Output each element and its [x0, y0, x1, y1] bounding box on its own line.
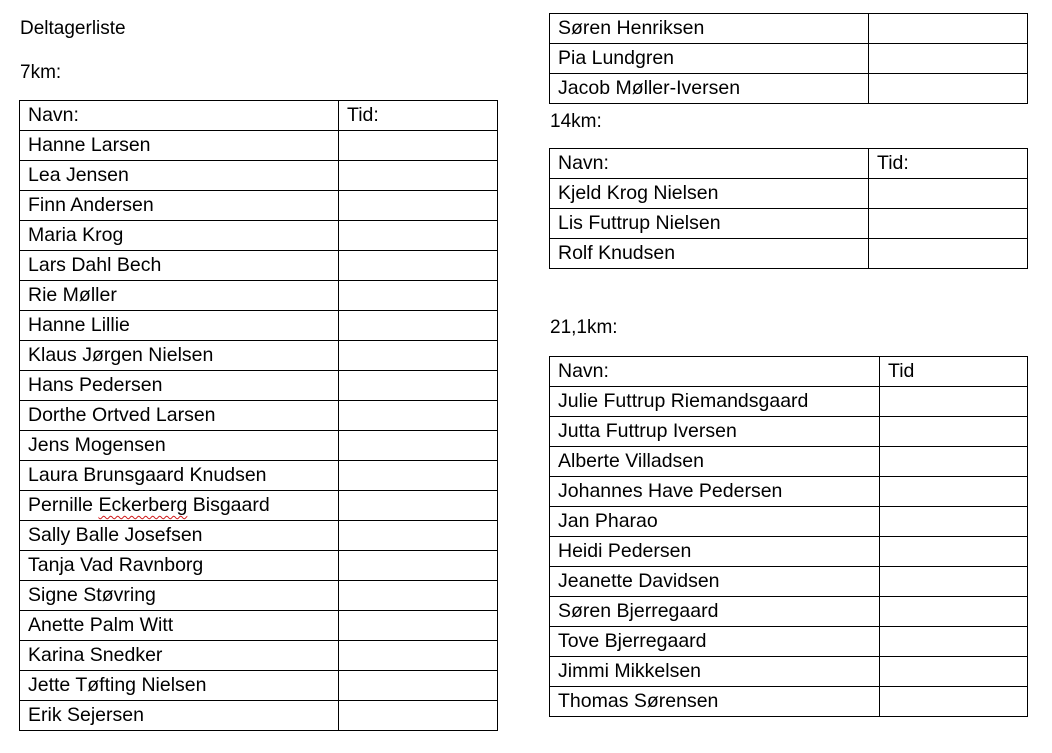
- participant-row: [20, 491, 498, 521]
- participant-row: [20, 251, 498, 281]
- time-cell[interactable]: [339, 611, 498, 641]
- time-cell[interactable]: [339, 221, 498, 251]
- participant-name: Maria Krog: [20, 221, 339, 251]
- participant-name: Finn Andersen: [20, 191, 339, 221]
- participant-name: Jutta Futtrup Iversen: [550, 417, 880, 447]
- time-cell[interactable]: [869, 74, 1028, 104]
- participant-name: Jeanette Davidsen: [550, 567, 880, 597]
- participant-row: [550, 477, 1028, 507]
- participant-name: Rie Møller: [20, 281, 339, 311]
- participant-row: [20, 611, 498, 641]
- participant-name: Dorthe Ortved Larsen: [20, 401, 339, 431]
- participant-row: [20, 161, 498, 191]
- table-21-1km: [549, 356, 1028, 717]
- time-cell[interactable]: [869, 44, 1028, 74]
- participant-row: [20, 701, 498, 731]
- participant-name: Hanne Lillie: [20, 311, 339, 341]
- participant-row: [550, 567, 1028, 597]
- time-cell[interactable]: [880, 447, 1028, 477]
- time-cell[interactable]: [880, 597, 1028, 627]
- time-cell[interactable]: [339, 311, 498, 341]
- participant-row: [20, 581, 498, 611]
- participant-row: [550, 417, 1028, 447]
- participant-row: [20, 311, 498, 341]
- time-cell[interactable]: [339, 341, 498, 371]
- participant-name: Klaus Jørgen Nielsen: [20, 341, 339, 371]
- time-cell[interactable]: [339, 671, 498, 701]
- participant-name: Signe Støvring: [20, 581, 339, 611]
- time-cell[interactable]: [880, 687, 1028, 717]
- participant-row: [550, 14, 1028, 44]
- participant-row: [550, 387, 1028, 417]
- time-cell[interactable]: [869, 179, 1028, 209]
- participant-name: Hans Pedersen: [20, 371, 339, 401]
- participant-name: Jimmi Mikkelsen: [550, 657, 880, 687]
- table-header-row: [20, 101, 498, 131]
- time-cell[interactable]: [339, 431, 498, 461]
- time-cell[interactable]: [880, 507, 1028, 537]
- time-cell[interactable]: [880, 627, 1028, 657]
- participant-row: [20, 401, 498, 431]
- time-cell[interactable]: [339, 161, 498, 191]
- participant-name: Laura Brunsgaard Knudsen: [20, 461, 339, 491]
- participant-name: Søren Henriksen: [550, 14, 869, 44]
- participant-name: Søren Bjerregaard: [550, 597, 880, 627]
- document-title: Deltagerliste: [20, 18, 126, 39]
- column-header-name: Navn:: [550, 357, 880, 387]
- participant-row: [550, 447, 1028, 477]
- section-heading-21-1km: 21,1km:: [550, 317, 618, 338]
- participant-row: [550, 507, 1028, 537]
- participant-row: [550, 44, 1028, 74]
- participant-name: Erik Sejersen: [20, 701, 339, 731]
- participant-name: Jens Mogensen: [20, 431, 339, 461]
- participant-row: [550, 687, 1028, 717]
- column-header-name: Navn:: [550, 149, 869, 179]
- participant-row: [20, 431, 498, 461]
- time-cell[interactable]: [339, 131, 498, 161]
- table-14km: [549, 148, 1028, 269]
- participant-row: [20, 341, 498, 371]
- participant-row: [20, 551, 498, 581]
- participant-name: Jacob Møller-Iversen: [550, 74, 869, 104]
- participant-name: Lea Jensen: [20, 161, 339, 191]
- section-heading-14km: 14km:: [550, 111, 602, 132]
- table-7km: [19, 100, 498, 731]
- time-cell[interactable]: [880, 387, 1028, 417]
- participant-row: [20, 281, 498, 311]
- time-cell[interactable]: [339, 281, 498, 311]
- participant-row: [20, 221, 498, 251]
- participant-row: [550, 179, 1028, 209]
- participant-name: Heidi Pedersen: [550, 537, 880, 567]
- time-cell[interactable]: [339, 491, 498, 521]
- time-cell[interactable]: [339, 251, 498, 281]
- column-header-time: Tid: [880, 357, 1028, 387]
- participant-name: Lis Futtrup Nielsen: [550, 209, 869, 239]
- participant-row: [20, 371, 498, 401]
- time-cell[interactable]: [339, 581, 498, 611]
- participant-name: Karina Snedker: [20, 641, 339, 671]
- participant-name: Kjeld Krog Nielsen: [550, 179, 869, 209]
- time-cell[interactable]: [339, 191, 498, 221]
- time-cell[interactable]: [869, 14, 1028, 44]
- column-header-time: Tid:: [339, 101, 498, 131]
- participant-name: Thomas Sørensen: [550, 687, 880, 717]
- participant-row: [20, 131, 498, 161]
- participant-row: [20, 521, 498, 551]
- participant-name: Jette Tøfting Nielsen: [20, 671, 339, 701]
- participant-name: Anette Palm Witt: [20, 611, 339, 641]
- participant-row: [550, 74, 1028, 104]
- time-cell[interactable]: [880, 567, 1028, 597]
- participant-row: [20, 461, 498, 491]
- section-heading-7km: 7km:: [20, 62, 62, 83]
- participant-name: Tanja Vad Ravnborg: [20, 551, 339, 581]
- time-cell[interactable]: [869, 239, 1028, 269]
- participant-name: Alberte Villadsen: [550, 447, 880, 477]
- participant-name: Tove Bjerregaard: [550, 627, 880, 657]
- participant-row: [550, 209, 1028, 239]
- time-cell[interactable]: [880, 417, 1028, 447]
- table-header-row: [550, 357, 1028, 387]
- participant-row: [20, 191, 498, 221]
- time-cell[interactable]: [339, 701, 498, 731]
- time-cell[interactable]: [339, 461, 498, 491]
- time-cell[interactable]: [869, 209, 1028, 239]
- participant-name: Jan Pharao: [550, 507, 880, 537]
- participant-row: [550, 597, 1028, 627]
- spellcheck-flagged-word[interactable]: Eckerberg: [98, 494, 188, 516]
- time-cell[interactable]: [339, 551, 498, 581]
- participant-name: Sally Balle Josefsen: [20, 521, 339, 551]
- time-cell[interactable]: [339, 401, 498, 431]
- participant-name: Pernille Eckerberg Bisgaard: [20, 491, 339, 521]
- participant-name: Rolf Knudsen: [550, 239, 869, 269]
- time-cell[interactable]: [880, 537, 1028, 567]
- column-header-time: Tid:: [869, 149, 1028, 179]
- participant-name: Hanne Larsen: [20, 131, 339, 161]
- time-cell[interactable]: [339, 371, 498, 401]
- participant-name: Julie Futtrup Riemandsgaard: [550, 387, 880, 417]
- time-cell[interactable]: [339, 521, 498, 551]
- time-cell[interactable]: [880, 657, 1028, 687]
- participant-row: [550, 537, 1028, 567]
- time-cell[interactable]: [880, 477, 1028, 507]
- participant-row: [20, 641, 498, 671]
- participant-row: [550, 239, 1028, 269]
- participant-row: [550, 657, 1028, 687]
- table-header-row: [550, 149, 1028, 179]
- table-7km-continued: [549, 13, 1028, 104]
- time-cell[interactable]: [339, 641, 498, 671]
- participant-name: Johannes Have Pedersen: [550, 477, 880, 507]
- participant-name: Pia Lundgren: [550, 44, 869, 74]
- participant-row: [20, 671, 498, 701]
- column-header-name: Navn:: [20, 101, 339, 131]
- participant-row: [550, 627, 1028, 657]
- participant-name: Lars Dahl Bech: [20, 251, 339, 281]
